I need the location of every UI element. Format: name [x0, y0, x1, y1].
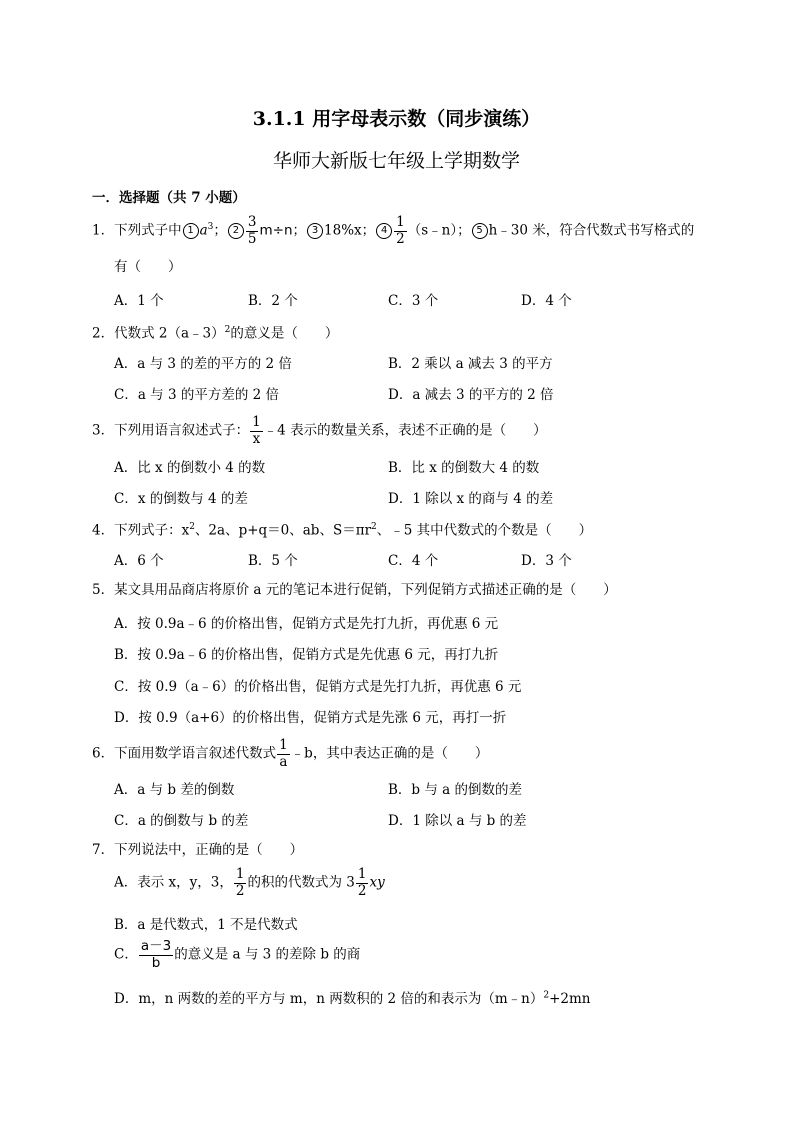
option-b: B．比 x 的倒数大 4 的数 — [388, 460, 540, 476]
page-title: 3.1.1 用字母表示数（同步演练） — [252, 108, 541, 130]
option-c: C．x 的倒数与 4 的差 — [114, 491, 248, 507]
option-b: B．2 个 — [248, 293, 298, 309]
option-a: A．a 与 b 差的倒数 — [114, 782, 235, 798]
option-d: D．按 0.9（a+6）的价格出售，促销方式是先涨 6 元，再打一折 — [114, 710, 507, 726]
option-b: B．b 与 a 的倒数的差 — [388, 782, 522, 798]
circle-number: 2 — [228, 223, 244, 239]
question-2-stem: 2．代数式 2（a﹣3）$^2$的意义是（ ） — [92, 325, 339, 342]
fraction: $\frac{3}{5}$ — [247, 214, 257, 247]
circle-number: 4 — [376, 223, 392, 239]
option-d: D．1 除以 a 与 b 的差 — [388, 813, 527, 829]
option-a: A．比 x 的倒数小 4 的数 — [114, 460, 266, 476]
option-c: C．a 的倒数与 b 的差 — [114, 813, 249, 829]
option-b: B．a 是代数式，1 不是代数式 — [114, 917, 298, 933]
section-heading: 一．选择题（共 7 小题） — [92, 190, 246, 206]
question-7-stem: 7．下列说法中，正确的是（ ） — [92, 842, 304, 858]
question-6-stem: 6．下面用数学语言叙述代数式 $\frac{1}{a}$ ﹣b，其中表达正确的是（ ） — [92, 737, 489, 770]
fraction: $\frac{1}{x}$ — [252, 414, 261, 447]
fraction: $\frac{1}{2}$ — [396, 214, 405, 247]
option-c: C．3 个 — [388, 293, 439, 309]
question-3-stem: 3．下列用语言叙述式子： $\frac{1}{x}$ ﹣4 表示的数量关系，表述不正确的是（ ） — [92, 414, 547, 447]
option-d: D．m，n 两数的差的平方与 m，n 两数积的 2 倍的和表示为（m﹣n）$^2$+2mn — [114, 990, 591, 1007]
fraction: $\frac{1}{2}$ — [235, 866, 245, 899]
option-b: B．2 乘以 a 减去 3 的平方 — [388, 356, 553, 372]
option-b: B．按 0.9a﹣6 的价格出售，促销方式是先优惠 6 元，再打九折 — [114, 647, 499, 663]
fraction: $\frac{1}{a}$ — [279, 737, 288, 770]
option-a: A．表示 x，y，3， $\frac{1}{2}$ 的积的代数式为 3 $\frac{1}{2}$ xy — [114, 866, 385, 899]
option-a: A．按 0.9a﹣6 的价格出售，促销方式是先打九折，再优惠 6 元 — [114, 616, 499, 632]
option-a: A．1 个 — [114, 293, 164, 309]
question-1-stem-cont: 有（ ） — [114, 259, 182, 275]
question-1-stem: 1．下列式子中 1 $a^3$； 2 $\frac{3}{5}$ m÷n； 3 18%x； 4 $\frac{1}{2}$ （s﹣n）； 5 h﹣30 米，符合代数式书写格式的 — [92, 214, 695, 247]
option-c: C．按 0.9（a﹣6）的价格出售，促销方式是先打九折，再优惠 6 元 — [114, 679, 522, 695]
question-5-stem: 5．某文具用品商店将原价 a 元的笔记本进行促销，下列促销方式描述正确的是（ ） — [92, 582, 617, 598]
option-c: C．a 与 3 的平方差的 2 倍 — [114, 387, 280, 403]
option-a: A．a 与 3 的差的平方的 2 倍 — [114, 356, 292, 372]
circle-number: 3 — [307, 223, 323, 239]
option-c: C． $\frac{a-3}{b}$ 的意义是 a 与 3 的差除 b 的商 — [114, 938, 361, 971]
option-d: D．a 减去 3 的平方的 2 倍 — [388, 387, 554, 403]
option-b: B．5 个 — [248, 553, 298, 569]
option-c: C．4 个 — [388, 553, 439, 569]
page-subtitle: 华师大新版七年级上学期数学 — [272, 150, 520, 172]
circle-number: 1 — [183, 223, 199, 239]
option-a: A．6 个 — [114, 553, 164, 569]
fraction: $\frac{a-3}{b}$ — [140, 938, 172, 971]
question-4-stem: 4．下列式子：$x^2$、2a、p+q＝0、ab、$S=\pi r^2$、﹣5 其中代数式的个数是（ ） — [92, 522, 593, 539]
option-d: D．1 除以 x 的商与 4 的差 — [388, 491, 554, 507]
fraction: $\frac{1}{2}$ — [357, 866, 367, 899]
option-d: D．4 个 — [521, 293, 572, 309]
option-d: D．3 个 — [521, 553, 572, 569]
circle-number: 5 — [472, 223, 488, 239]
